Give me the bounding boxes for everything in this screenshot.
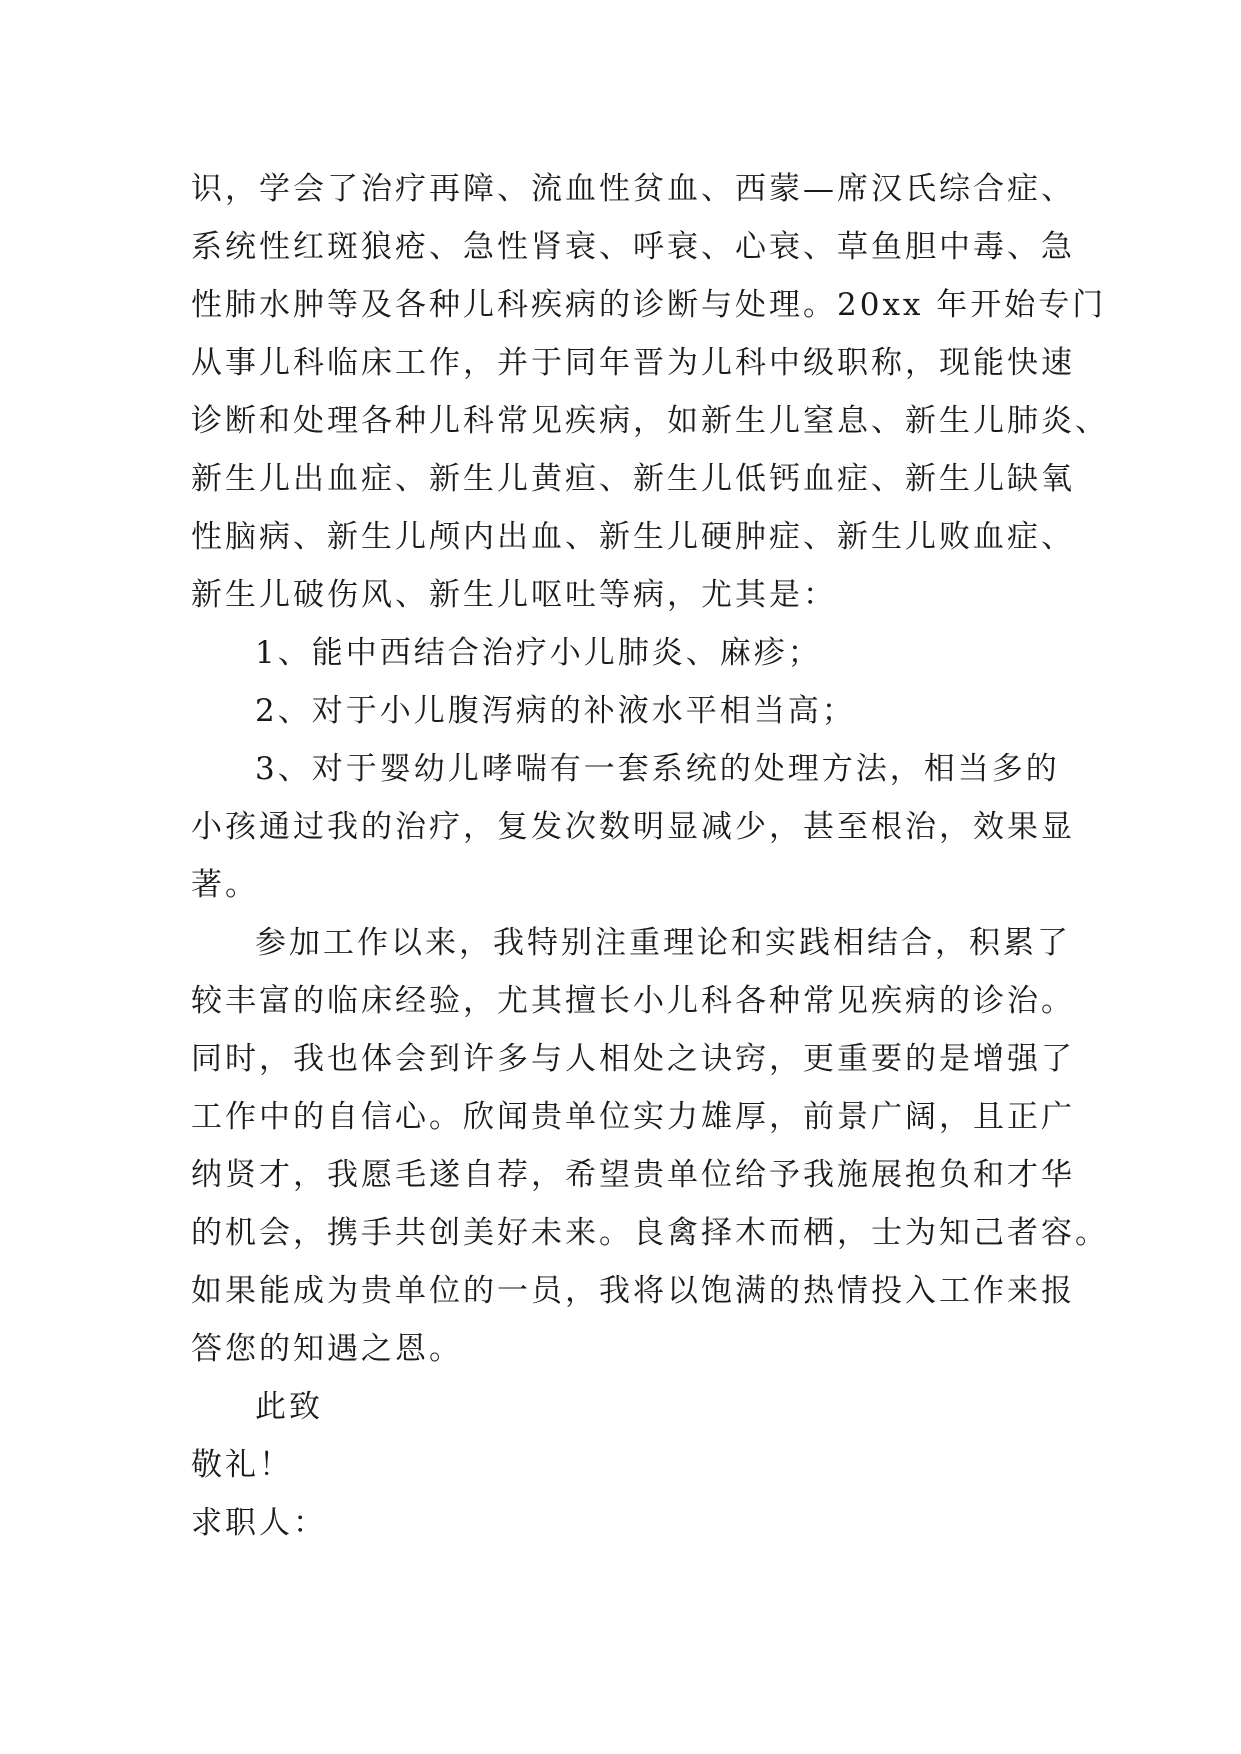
list-item-3: 3、对于婴幼儿哮喘有一套系统的处理方法，相当多的 (255, 751, 1060, 787)
list-item-1: 1、能中西结合治疗小儿肺炎、麻疹； (255, 635, 822, 671)
text-line: 较丰富的临床经验，尤其擅长小儿科各种常见疾病的诊治。 (191, 983, 1075, 1019)
text-line: 性肺水肿等及各种儿科疾病的诊断与处理。20xx 年开始专门 (191, 287, 1107, 323)
letter-body (191, 160, 1109, 1552)
text-line: 工作中的自信心。欣闻贵单位实力雄厚，前景广阔，且正广 (191, 1099, 1075, 1135)
paragraph-start: 参加工作以来，我特别注重理论和实践相结合，积累了 (255, 925, 1071, 961)
text-line: 系统性红斑狼疮、急性肾衰、呼衰、心衰、草鱼胆中毒、急 (191, 229, 1075, 265)
list-item-2: 2、对于小儿腹泻病的补液水平相当高； (255, 693, 856, 729)
closing-salutation: 此致 (255, 1389, 323, 1425)
text-line: 新生儿破伤风、新生儿呕吐等病，尤其是： (191, 577, 837, 613)
text-line: 同时，我也体会到许多与人相处之诀窍，更重要的是增强了 (191, 1041, 1075, 1077)
signature-label: 求职人： (191, 1505, 327, 1541)
text-line: 识，学会了治疗再障、流血性贫血、西蒙—席汉氏综合症、 (191, 171, 1075, 207)
text-line: 如果能成为贵单位的一员，我将以饱满的热情投入工作来报 (191, 1273, 1075, 1309)
text-line: 答您的知遇之恩。 (191, 1331, 463, 1367)
closing-regards: 敬礼！ (191, 1447, 293, 1483)
text-line: 的机会，携手共创美好未来。良禽择木而栖，士为知己者容。 (191, 1215, 1109, 1251)
text-line: 著。 (191, 867, 259, 903)
text-line: 纳贤才，我愿毛遂自荐，希望贵单位给予我施展抱负和才华 (191, 1157, 1075, 1193)
text-line: 小孩通过我的治疗，复发次数明显减少，甚至根治，效果显 (191, 809, 1075, 845)
text-line: 诊断和处理各种儿科常见疾病，如新生儿窒息、新生儿肺炎、 (191, 403, 1109, 439)
text-line: 从事儿科临床工作，并于同年晋为儿科中级职称，现能快速 (191, 345, 1075, 381)
text-line: 性脑病、新生儿颅内出血、新生儿硬肿症、新生儿败血症、 (191, 519, 1075, 555)
text-line: 新生儿出血症、新生儿黄疸、新生儿低钙血症、新生儿缺氧 (191, 461, 1075, 497)
